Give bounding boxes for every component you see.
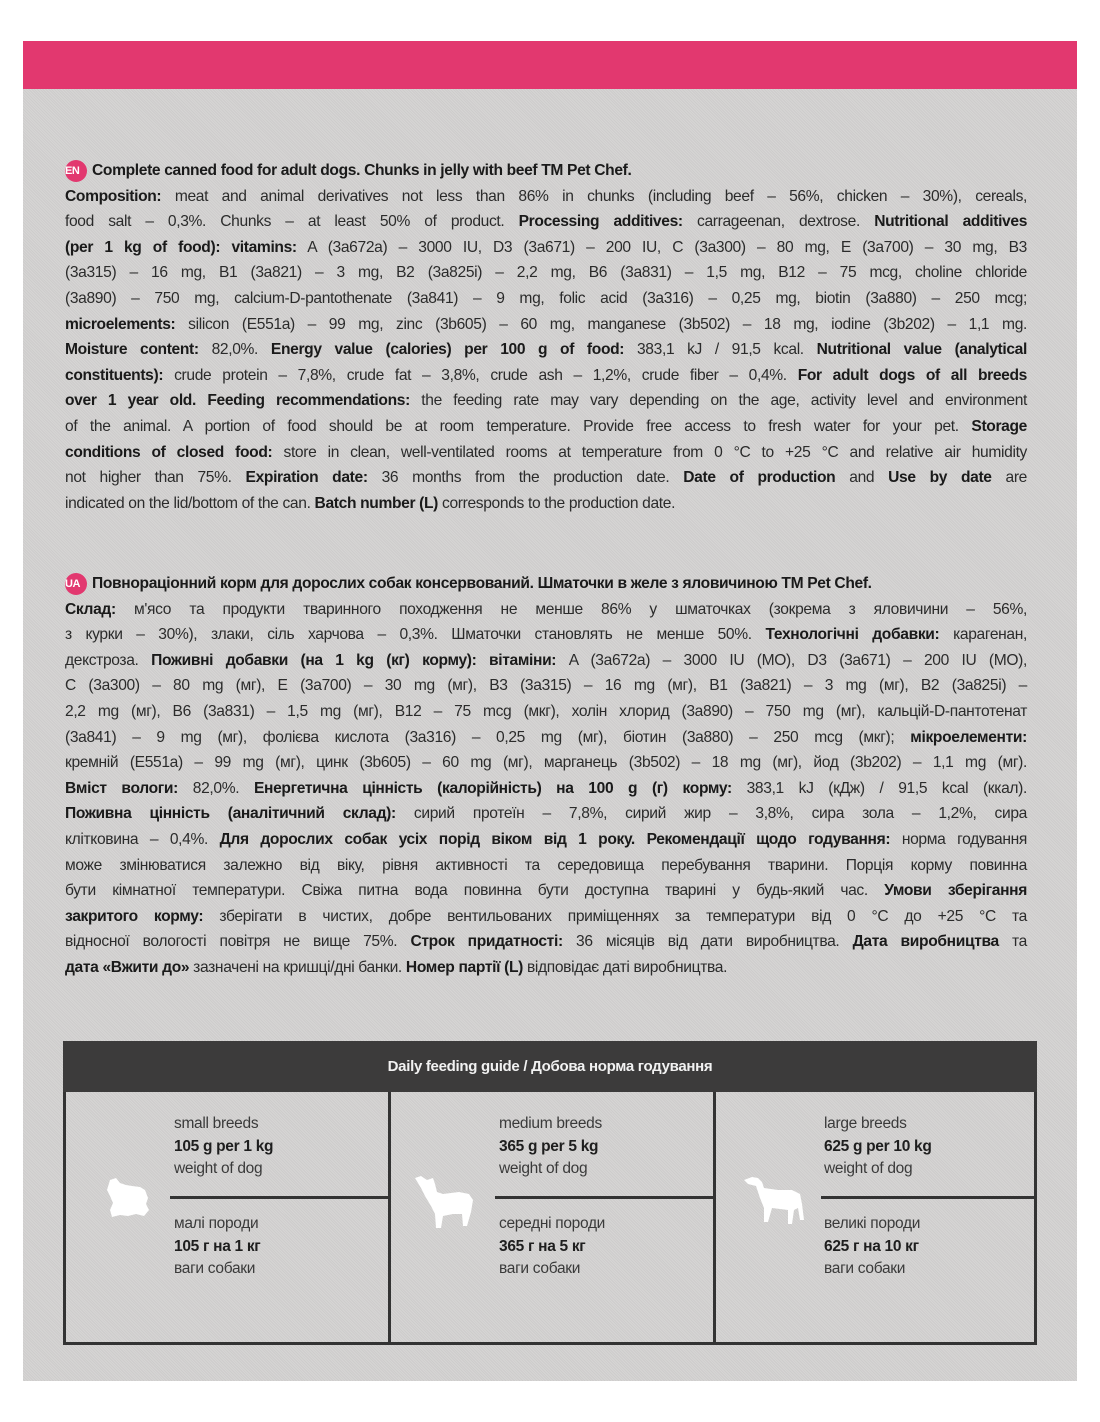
bold-label: Complete canned food for adult dogs. Chunks in jelly with beef TM Pet Chef.	[92, 162, 632, 179]
bold-label: Номер партії (L)	[405, 958, 523, 976]
english-section	[65, 158, 1027, 516]
medium-breed-ua	[499, 1213, 605, 1281]
bold-label: Date of production	[683, 469, 836, 487]
body-text: 36 months from the production date.	[367, 469, 684, 487]
feeding-guide-table	[63, 1041, 1037, 1345]
bold-label: over 1 year old. Feeding recommendations:	[65, 392, 410, 410]
bold-label: Технологічні добавки:	[765, 626, 940, 644]
body-text: м'ясо та продукти тваринного походження не менше 86% у шматочках (зокрема з яловичини – 56%,	[115, 600, 1027, 618]
feeding-unit: weight of dog	[824, 1160, 913, 1177]
breed-category: medium breeds	[499, 1115, 602, 1132]
bold-label: Batch number (L)	[314, 494, 439, 512]
text-line	[65, 286, 1027, 312]
body-text: сирий протеїн – 7,8%, сирий жир – 3,8%, сира зола – 1,2%, сира	[395, 805, 1027, 823]
text-line	[65, 904, 1027, 930]
language-badge: UA	[65, 573, 87, 595]
row-divider	[821, 1196, 1034, 1199]
feeding-guide-title: Daily feeding guide / Добова норма годування	[63, 1041, 1037, 1092]
body-text: (3a890) – 750 mg, calcium-D-pantothenate (3a841) – 9 mg, folic acid (3a316) – 0,25 mg, biotin (3a880) – 250 mcg;	[65, 289, 1027, 307]
body-text: зазначені на кришці/дні банки.	[189, 958, 406, 976]
language-badge: EN	[65, 160, 87, 182]
text-line	[65, 673, 1027, 699]
breed-category: large breeds	[824, 1115, 907, 1132]
bold-label: Moisture content:	[65, 341, 199, 359]
body-text: store in clean, well-ventilated rooms at temperature from 0 °C to +25 °C and relative air humidity	[272, 443, 1027, 461]
text-line	[65, 363, 1027, 389]
bold-label: Вміст вологи:	[65, 779, 179, 797]
feeding-amount: 625 г на 10 кг	[824, 1237, 919, 1255]
text-line	[65, 648, 1027, 674]
bold-label: Processing additives:	[518, 213, 683, 231]
feeding-unit: ваги собаки	[174, 1260, 256, 1277]
bold-label: Storage	[971, 417, 1027, 435]
text-line	[65, 955, 1027, 981]
section-heading	[65, 158, 1027, 184]
large-breed-en	[824, 1113, 932, 1181]
text-line	[65, 878, 1027, 904]
bold-label: Expiration date:	[245, 469, 368, 487]
text-line	[65, 414, 1027, 440]
text-line	[65, 597, 1027, 623]
feeding-unit: weight of dog	[499, 1160, 588, 1177]
bold-label: Дата виробництва	[852, 933, 999, 951]
feeding-amount: 105 g per 1 kg	[174, 1137, 274, 1155]
text-line	[65, 750, 1027, 776]
bold-label: conditions of closed food:	[65, 443, 273, 461]
large-dog-icon	[744, 1176, 806, 1226]
text-line	[65, 827, 1027, 853]
text-line	[65, 699, 1027, 725]
body-text: A (3a672a) – 3000 IU (MO), D3 (3a671) – 200 IU (MO),	[556, 651, 1028, 669]
body-text: клітковина – 0,4%.	[65, 830, 220, 848]
breed-category: small breeds	[174, 1115, 259, 1132]
bold-label: microelements:	[65, 315, 176, 333]
body-text: відповідає даті виробництва.	[522, 958, 728, 976]
feeding-amount: 365 г на 5 кг	[499, 1237, 586, 1255]
body-text: are	[991, 469, 1027, 487]
bold-label: Поживна цінність (аналітичний склад):	[65, 805, 396, 823]
feeding-column-large	[716, 1092, 1034, 1342]
body-text: з курки – 30%), злаки, сіль харчова – 0,3%. Шматочки становлять не менше 50%.	[65, 626, 766, 644]
large-breed-ua	[824, 1213, 920, 1281]
body-text: C (3a300) – 80 mg (мг), E (3a700) – 30 mg (мг), B3 (3a315) – 16 mg (мг), B1 (3a821) – 3 mg (мг), B2 (3a825i) –	[65, 677, 1027, 695]
row-divider	[170, 1196, 388, 1199]
body-text: 36 місяців від дати виробництва.	[562, 933, 853, 951]
small-breed-ua	[174, 1213, 260, 1281]
text-line	[65, 853, 1027, 879]
body-text: зберігати в чистих, добре вентильованих приміщеннях за температури від 0 °C до +25 °C та	[203, 907, 1027, 925]
medium-breed-en	[499, 1113, 602, 1181]
bold-label: Повнораціонний корм для дорослих собак консервований. Шматочки в желе з яловичиною ТМ Pet Chef.	[92, 575, 872, 592]
text-line	[65, 929, 1027, 955]
body-text: кремній (E551a) – 99 mg (мг), цинк (3b605) – 60 mg (мг), марганець (3b502) – 18 mg (мг), йод (3b202) – 1,1 mg (мг).	[65, 754, 1027, 772]
body-text: та	[998, 933, 1027, 951]
body-text: бути кімнатної температури. Свіжа питна вода повинна бути доступна тварині у будь-який час.	[65, 882, 885, 900]
text-line	[65, 725, 1027, 751]
text-line	[65, 312, 1027, 338]
body-text: 82,0%.	[198, 341, 271, 359]
row-divider	[495, 1196, 713, 1199]
text-line	[65, 337, 1027, 363]
body-text: corresponds to the production date.	[438, 494, 676, 512]
bold-label: Nutritional value (analytical	[816, 341, 1027, 359]
breed-category: малі породи	[174, 1215, 259, 1232]
section-heading	[65, 571, 1027, 597]
body-text: 383,1 kJ (кДж) / 91,5 kcal (ккал).	[731, 779, 1027, 797]
body-text: (3a841) – 9 mg (мг), фолієва кислота (3a316) – 0,25 mg (мг), біотин (3a880) – 250 mcg (мкг);	[65, 728, 911, 746]
bold-label: Для дорослих собак усіх порід віком від 1 року. Рекомендації щодо годування:	[219, 830, 891, 848]
bold-label: Умови зберігання	[884, 882, 1027, 900]
body-text: відносної вологості повітря не вище 75%.	[65, 933, 411, 951]
body-text: carrageenan, dextrose.	[682, 213, 875, 231]
breed-category: великі породи	[824, 1215, 921, 1232]
body-text: the feeding rate may vary depending on the age, activity level and environment	[409, 392, 1027, 410]
feeding-column-medium	[391, 1092, 716, 1342]
feeding-unit: weight of dog	[174, 1160, 263, 1177]
body-text: 2,2 mg (мг), B6 (3a831) – 1,5 mg (мг), B12 – 75 mcg (мкг), холін хлорид (3a890) – 750 mg (мг), кальцій-D-пантотенат	[65, 702, 1027, 720]
feeding-amount: 625 g per 10 kg	[824, 1137, 932, 1155]
body-text: of the animal. A portion of food should be at room temperature. Provide free access to fresh water for your pet.	[65, 417, 972, 435]
text-line	[65, 440, 1027, 466]
body-text: crude protein – 7,8%, crude fat – 3,8%, crude ash – 1,2%, crude fiber – 0,4%.	[163, 366, 798, 384]
breed-category: середні породи	[499, 1215, 606, 1232]
text-line	[65, 776, 1027, 802]
body-text: not higher than 75%.	[65, 469, 246, 487]
bold-label: For adult dogs of all breeds	[797, 366, 1027, 384]
text-line	[65, 622, 1027, 648]
feeding-amount: 105 г на 1 кг	[174, 1237, 261, 1255]
bold-label: constituents):	[65, 366, 164, 384]
body-text: може змінюватися залежно від віку, рівня активності та середовища перебування тварини. Порція корму повинна	[65, 856, 1027, 874]
bold-label: Поживні добавки (на 1 kg (кг) корму): вітаміни:	[151, 651, 557, 669]
feeding-unit: ваги собаки	[824, 1260, 906, 1277]
bold-label: дата «Вжити до»	[65, 958, 190, 976]
body-text: food salt – 0,3%. Chunks – at least 50% of product.	[65, 213, 519, 231]
body-text: silicon (E551a) – 99 mg, zinc (3b605) – 60 mg, manganese (3b502) – 18 mg, iodine (3b202) – 1,1 mg.	[175, 315, 1027, 333]
ukrainian-text	[65, 571, 1027, 981]
feeding-amount: 365 g per 5 kg	[499, 1137, 599, 1155]
accent-band	[23, 41, 1077, 89]
medium-dog-icon	[413, 1172, 477, 1230]
body-text: A (3a672a) – 3000 IU, D3 (3a671) – 200 IU, C (3a300) – 80 mg, E (3a700) – 30 mg, B3	[296, 238, 1027, 256]
bold-label: (per 1 kg of food): vitamins:	[65, 238, 297, 256]
bold-label: Energy value (calories) per 100 g of food:	[270, 341, 625, 359]
small-dog-icon	[104, 1174, 152, 1222]
feeding-unit: ваги собаки	[499, 1260, 581, 1277]
bold-label: закритого корму:	[65, 907, 204, 925]
body-text: meat and animal derivatives not less than 86% in chunks (including beef – 56%, chicken – 30%), cereals,	[161, 187, 1027, 205]
bold-label: Nutritional additives	[874, 213, 1028, 231]
bold-label: Строк придатності:	[410, 933, 563, 951]
feeding-column-small	[66, 1092, 391, 1342]
body-text: норма годування	[890, 830, 1027, 848]
text-line	[65, 388, 1027, 414]
bold-label: мікроелементи:	[910, 728, 1027, 746]
body-text: 82,0%.	[178, 779, 254, 797]
text-line	[65, 491, 1027, 517]
text-line	[65, 209, 1027, 235]
bold-label: Composition:	[65, 187, 162, 205]
label-sheet	[23, 41, 1077, 1381]
text-line	[65, 235, 1027, 261]
body-text: декстроза.	[65, 651, 152, 669]
body-text: indicated on the lid/bottom of the can.	[65, 494, 315, 512]
text-line	[65, 260, 1027, 286]
bold-label: Склад:	[65, 600, 116, 618]
bold-label: Енергетична цінність (калорійність) на 100 g (г) корму:	[253, 779, 732, 797]
text-line	[65, 465, 1027, 491]
bold-label: Use by date	[888, 469, 992, 487]
body-text: карагенан,	[939, 626, 1027, 644]
body-text: and	[835, 469, 889, 487]
text-line	[65, 801, 1027, 827]
small-breed-en	[174, 1113, 273, 1181]
body-text: 383,1 kJ / 91,5 kcal.	[624, 341, 817, 359]
english-text	[65, 158, 1027, 516]
body-text: (3a315) – 16 mg, B1 (3a821) – 3 mg, B2 (3a825i) – 2,2 mg, B6 (3a831) – 1,5 mg, B12 – 75 mcg, choline chloride	[65, 264, 1027, 282]
text-line	[65, 184, 1027, 210]
ukrainian-section	[65, 571, 1027, 981]
